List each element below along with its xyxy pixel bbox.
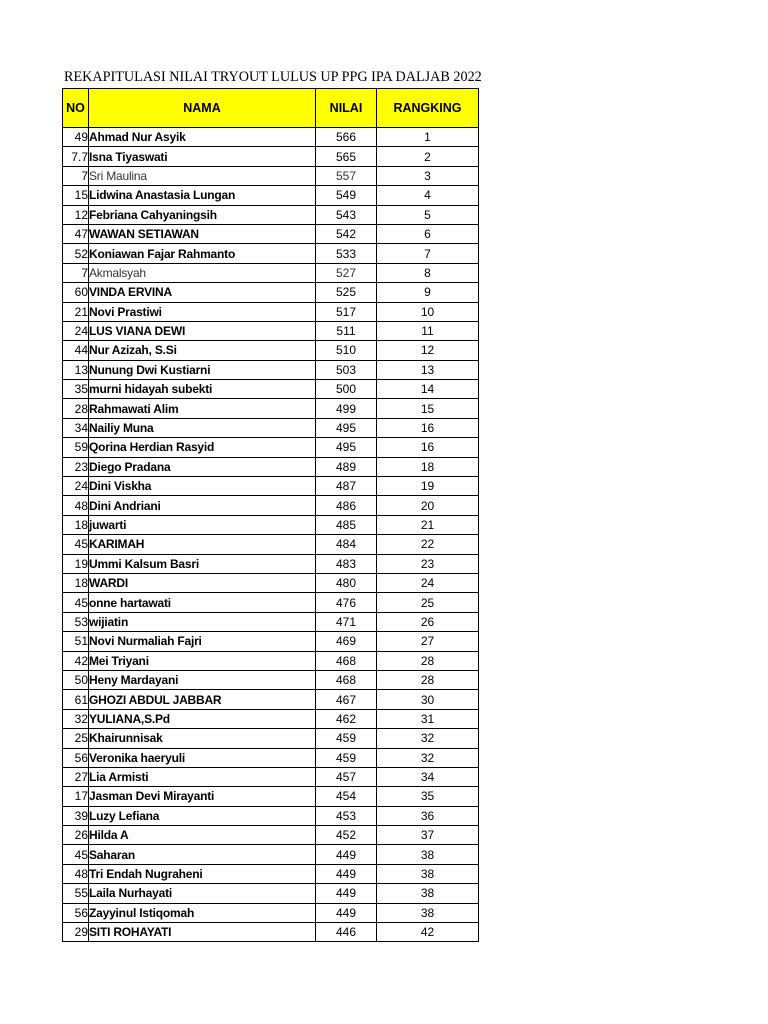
rangking-cell: 4: [377, 186, 479, 205]
nilai-cell: 487: [316, 477, 377, 496]
nilai-cell: 454: [316, 787, 377, 806]
table-row: [63, 360, 479, 379]
table-row: [63, 748, 479, 767]
rangking-cell: 28: [377, 670, 479, 689]
nilai-cell: 446: [316, 923, 377, 942]
no-cell: 17: [63, 787, 89, 806]
no-cell: 19: [63, 554, 89, 573]
table-row: [63, 670, 479, 689]
rangking-cell: 35: [377, 787, 479, 806]
nilai-cell: 449: [316, 903, 377, 922]
table-row: [63, 399, 479, 418]
rangking-cell: 26: [377, 612, 479, 631]
rangking-cell: 3: [377, 166, 479, 185]
nilai-cell: 499: [316, 399, 377, 418]
no-cell: 23: [63, 457, 89, 476]
rangking-cell: 38: [377, 903, 479, 922]
no-cell: 25: [63, 729, 89, 748]
column-header-no: NO: [63, 89, 89, 128]
table-row: [63, 244, 479, 263]
table-row: [63, 166, 479, 185]
table-row: [63, 651, 479, 670]
nama-cell: Mei Triyani: [89, 651, 316, 670]
nama-cell: YULIANA,S.Pd: [89, 709, 316, 728]
nilai-cell: 542: [316, 224, 377, 243]
no-cell: 48: [63, 496, 89, 515]
nilai-cell: 510: [316, 341, 377, 360]
nama-cell: Nailiy Muna: [89, 418, 316, 437]
nama-cell: Dini Viskha: [89, 477, 316, 496]
nama-cell: Khairunnisak: [89, 729, 316, 748]
document-title: REKAPITULASI NILAI TRYOUT LULUS UP PPG IPA DALJAB 2022: [64, 69, 482, 85]
nilai-cell: 527: [316, 263, 377, 282]
no-cell: 53: [63, 612, 89, 631]
rangking-cell: 32: [377, 748, 479, 767]
nilai-cell: 452: [316, 826, 377, 845]
nama-cell: Nur Azizah, S.Si: [89, 341, 316, 360]
no-cell: 24: [63, 321, 89, 340]
rangking-cell: 2: [377, 147, 479, 166]
table-row: [63, 438, 479, 457]
nama-cell: SITI ROHAYATI: [89, 923, 316, 942]
nilai-cell: 453: [316, 806, 377, 825]
rangking-cell: 37: [377, 826, 479, 845]
nama-cell: Isna Tiyaswati: [89, 147, 316, 166]
no-cell: 61: [63, 690, 89, 709]
no-cell: 18: [63, 573, 89, 592]
nilai-cell: 457: [316, 767, 377, 786]
rangking-cell: 22: [377, 535, 479, 554]
no-cell: 26: [63, 826, 89, 845]
no-cell: 56: [63, 748, 89, 767]
rangking-cell: 36: [377, 806, 479, 825]
no-cell: 21: [63, 302, 89, 321]
no-cell: 35: [63, 380, 89, 399]
rangking-cell: 16: [377, 438, 479, 457]
table-row: [63, 515, 479, 534]
nama-cell: WARDI: [89, 573, 316, 592]
no-cell: 18: [63, 515, 89, 534]
table-row: [63, 147, 479, 166]
table-row: [63, 884, 479, 903]
table-row: [63, 341, 479, 360]
nama-cell: GHOZI ABDUL JABBAR: [89, 690, 316, 709]
rangking-cell: 13: [377, 360, 479, 379]
nilai-cell: 557: [316, 166, 377, 185]
no-cell: 28: [63, 399, 89, 418]
nama-cell: Novi Nurmaliah Fajri: [89, 632, 316, 651]
table-row: [63, 128, 479, 147]
rangking-cell: 23: [377, 554, 479, 573]
nilai-cell: 549: [316, 186, 377, 205]
nama-cell: Qorina Herdian Rasyid: [89, 438, 316, 457]
table-row: [63, 380, 479, 399]
rangking-cell: 38: [377, 845, 479, 864]
nilai-cell: 500: [316, 380, 377, 399]
nama-cell: Veronika haeryuli: [89, 748, 316, 767]
table-row: [63, 612, 479, 631]
rangking-cell: 9: [377, 283, 479, 302]
table-row: [63, 845, 479, 864]
nama-cell: Luzy Lefiana: [89, 806, 316, 825]
nama-cell: Diego Pradana: [89, 457, 316, 476]
table-row: [63, 632, 479, 651]
table-row: [63, 554, 479, 573]
no-cell: 42: [63, 651, 89, 670]
rangking-cell: 19: [377, 477, 479, 496]
no-cell: 49: [63, 128, 89, 147]
table-row: [63, 826, 479, 845]
table-row: [63, 923, 479, 942]
rangking-cell: 25: [377, 593, 479, 612]
nilai-cell: 484: [316, 535, 377, 554]
nilai-cell: 462: [316, 709, 377, 728]
nama-cell: murni hidayah subekti: [89, 380, 316, 399]
no-cell: 45: [63, 845, 89, 864]
table-row: [63, 418, 479, 437]
table-row: [63, 186, 479, 205]
nilai-cell: 495: [316, 438, 377, 457]
column-header-rangking: RANGKING: [377, 89, 479, 128]
table-row: [63, 263, 479, 282]
no-cell: 7.7: [63, 147, 89, 166]
nama-cell: Ahmad Nur Asyik: [89, 128, 316, 147]
table-row: [63, 787, 479, 806]
no-cell: 15: [63, 186, 89, 205]
rangking-cell: 8: [377, 263, 479, 282]
rangking-cell: 30: [377, 690, 479, 709]
nilai-cell: 543: [316, 205, 377, 224]
nama-cell: Ummi Kalsum Basri: [89, 554, 316, 573]
rangking-cell: 42: [377, 923, 479, 942]
nilai-cell: 485: [316, 515, 377, 534]
no-cell: 12: [63, 205, 89, 224]
nilai-cell: 525: [316, 283, 377, 302]
nama-cell: WAWAN SETIAWAN: [89, 224, 316, 243]
rangking-cell: 11: [377, 321, 479, 340]
nama-cell: wijiatin: [89, 612, 316, 631]
table-row: [63, 477, 479, 496]
table-header-row: [63, 89, 479, 128]
nilai-cell: 468: [316, 651, 377, 670]
table-row: [63, 593, 479, 612]
rangking-cell: 5: [377, 205, 479, 224]
nama-cell: Saharan: [89, 845, 316, 864]
nama-cell: Rahmawati Alim: [89, 399, 316, 418]
table-row: [63, 302, 479, 321]
table-row: [63, 535, 479, 554]
nama-cell: Laila Nurhayati: [89, 884, 316, 903]
no-cell: 48: [63, 864, 89, 883]
table-row: [63, 321, 479, 340]
nilai-cell: 480: [316, 573, 377, 592]
nilai-cell: 483: [316, 554, 377, 573]
nama-cell: Lidwina Anastasia Lungan: [89, 186, 316, 205]
table-row: [63, 729, 479, 748]
ranking-table: [62, 88, 479, 942]
no-cell: 55: [63, 884, 89, 903]
nilai-cell: 566: [316, 128, 377, 147]
no-cell: 34: [63, 418, 89, 437]
nilai-cell: 489: [316, 457, 377, 476]
rangking-cell: 20: [377, 496, 479, 515]
nama-cell: Akmalsyah: [89, 263, 316, 282]
rangking-cell: 31: [377, 709, 479, 728]
nilai-cell: 476: [316, 593, 377, 612]
rangking-cell: 7: [377, 244, 479, 263]
rangking-cell: 1: [377, 128, 479, 147]
rangking-cell: 15: [377, 399, 479, 418]
nilai-cell: 449: [316, 845, 377, 864]
table-row: [63, 903, 479, 922]
no-cell: 7: [63, 166, 89, 185]
nama-cell: Tri Endah Nugraheni: [89, 864, 316, 883]
table-row: [63, 767, 479, 786]
nama-cell: Sri Maulina: [89, 166, 316, 185]
column-header-nilai: NILAI: [316, 89, 377, 128]
rangking-cell: 14: [377, 380, 479, 399]
no-cell: 27: [63, 767, 89, 786]
nama-cell: Koniawan Fajar Rahmanto: [89, 244, 316, 263]
rangking-cell: 27: [377, 632, 479, 651]
table-row: [63, 864, 479, 883]
no-cell: 44: [63, 341, 89, 360]
nama-cell: Novi Prastiwi: [89, 302, 316, 321]
table-row: [63, 283, 479, 302]
rangking-cell: 6: [377, 224, 479, 243]
nilai-cell: 565: [316, 147, 377, 166]
table-row: [63, 457, 479, 476]
rangking-cell: 10: [377, 302, 479, 321]
nama-cell: juwarti: [89, 515, 316, 534]
no-cell: 52: [63, 244, 89, 263]
table-row: [63, 224, 479, 243]
nilai-cell: 517: [316, 302, 377, 321]
nama-cell: Hilda A: [89, 826, 316, 845]
no-cell: 39: [63, 806, 89, 825]
rangking-cell: 12: [377, 341, 479, 360]
nama-cell: VINDA ERVINA: [89, 283, 316, 302]
nama-cell: Heny Mardayani: [89, 670, 316, 689]
no-cell: 32: [63, 709, 89, 728]
no-cell: 50: [63, 670, 89, 689]
nilai-cell: 511: [316, 321, 377, 340]
no-cell: 56: [63, 903, 89, 922]
nama-cell: Zayyinul Istiqomah: [89, 903, 316, 922]
nama-cell: onne hartawati: [89, 593, 316, 612]
rangking-cell: 21: [377, 515, 479, 534]
nilai-cell: 533: [316, 244, 377, 263]
table-row: [63, 806, 479, 825]
table-body: [63, 128, 479, 942]
nama-cell: LUS VIANA DEWI: [89, 321, 316, 340]
table-row: [63, 496, 479, 515]
nama-cell: Nunung Dwi Kustiarni: [89, 360, 316, 379]
no-cell: 24: [63, 477, 89, 496]
no-cell: 45: [63, 535, 89, 554]
no-cell: 13: [63, 360, 89, 379]
table-row: [63, 690, 479, 709]
column-header-nama: NAMA: [89, 89, 316, 128]
nilai-cell: 503: [316, 360, 377, 379]
no-cell: 47: [63, 224, 89, 243]
no-cell: 60: [63, 283, 89, 302]
nama-cell: KARIMAH: [89, 535, 316, 554]
nilai-cell: 449: [316, 884, 377, 903]
nama-cell: Dini Andriani: [89, 496, 316, 515]
rangking-cell: 38: [377, 864, 479, 883]
nilai-cell: 467: [316, 690, 377, 709]
no-cell: 51: [63, 632, 89, 651]
table-row: [63, 573, 479, 592]
rangking-cell: 32: [377, 729, 479, 748]
rangking-cell: 38: [377, 884, 479, 903]
rangking-cell: 28: [377, 651, 479, 670]
rangking-cell: 34: [377, 767, 479, 786]
nilai-cell: 495: [316, 418, 377, 437]
table-row: [63, 205, 479, 224]
nilai-cell: 486: [316, 496, 377, 515]
nilai-cell: 468: [316, 670, 377, 689]
no-cell: 7: [63, 263, 89, 282]
nama-cell: Jasman Devi Mirayanti: [89, 787, 316, 806]
rangking-cell: 18: [377, 457, 479, 476]
nilai-cell: 469: [316, 632, 377, 651]
no-cell: 45: [63, 593, 89, 612]
nama-cell: Lia Armisti: [89, 767, 316, 786]
no-cell: 29: [63, 923, 89, 942]
nilai-cell: 459: [316, 748, 377, 767]
nama-cell: Febriana Cahyaningsih: [89, 205, 316, 224]
table-row: [63, 709, 479, 728]
no-cell: 59: [63, 438, 89, 457]
rangking-cell: 24: [377, 573, 479, 592]
nilai-cell: 449: [316, 864, 377, 883]
rangking-cell: 16: [377, 418, 479, 437]
nilai-cell: 459: [316, 729, 377, 748]
nilai-cell: 471: [316, 612, 377, 631]
